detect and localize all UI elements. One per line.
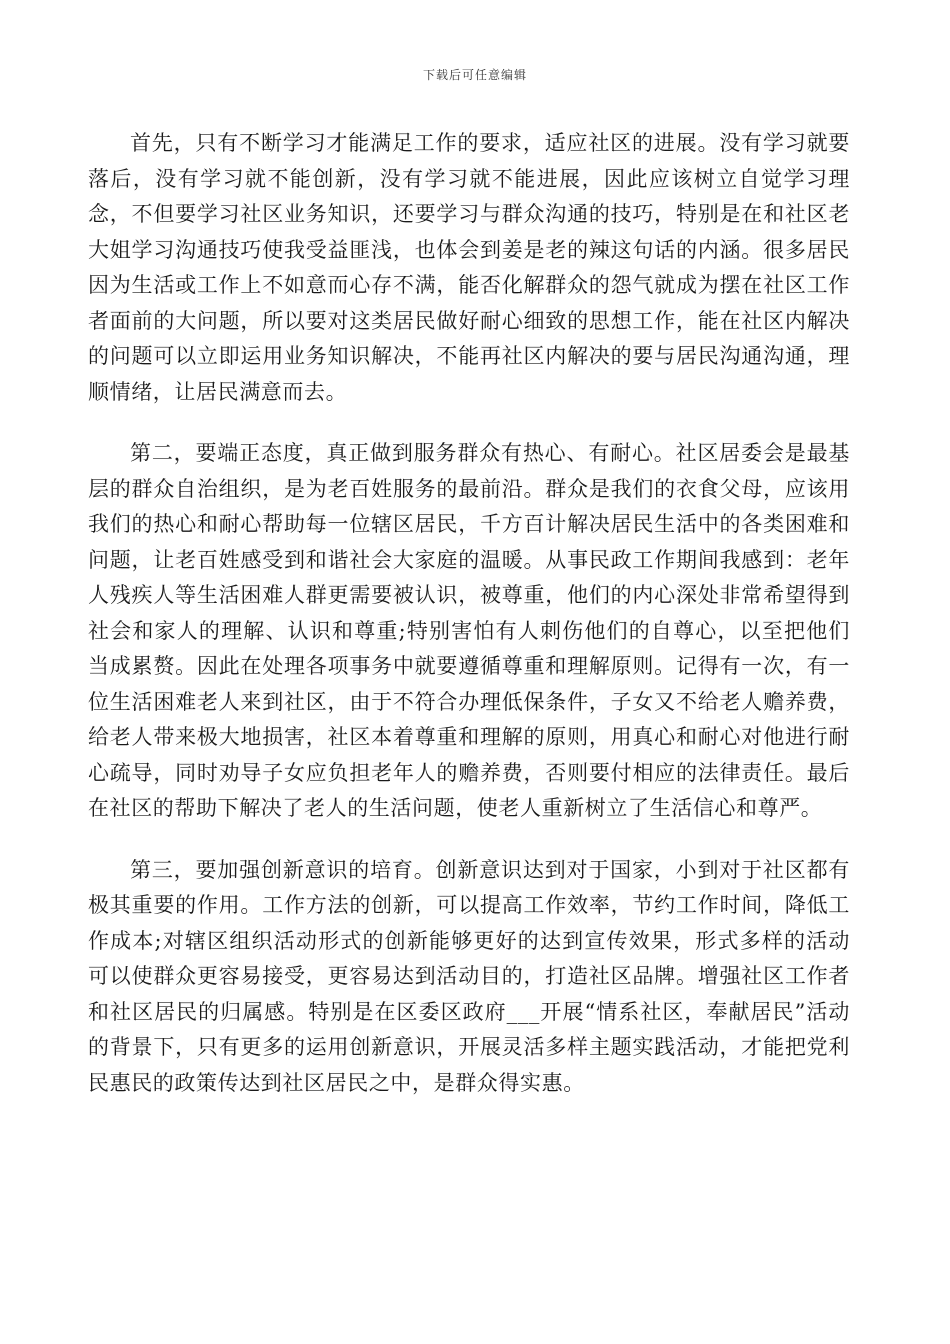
- document-body: [88, 126, 850, 1127]
- paragraph-first: 首先，只有不断学习才能满足工作的要求，适应社区的进展。没有学习就要落后，没有学习就不能创新，没有学习就不能进展，因此应该树立自觉学习理念，不但要学习社区业务知识，还要学习与群众沟通的技巧，特别是在和社区老大姐学习沟通技巧使我受益匪浅，也体会到姜是老的辣这句话的内涵。很多居民因为生活或工作上不如意而心存不满，能否化解群众的怨气就成为摆在社区工作者面前的大问题，所以要对这类居民做好耐心细致的思想工作，能在社区内解决的问题可以立即运用业务知识解决，不能再社区内解决的要与居民沟通沟通，理顺情绪，让居民满意而去。: [88, 131, 850, 404]
- paragraph-third: 第三，要加强创新意识的培育。创新意识达到对于国家，小到对于社区都有极其重要的作用。工作方法的创新，可以提高工作效率，节约工作时间，降低工作成本;对辖区组织活动形式的创新能够更好的达到宣传效果，形式多样的活动可以使群众更容易接受，更容易达到活动目的，打造社区品牌。增强社区工作者和社区居民的归属感。特别是在区委区政府___开展“情系社区，奉献居民”活动的背景下，只有更多的运用创新意识，开展灵活多样主题实践活动，才能把党利民惠民的政策传达到社区居民之中，是群众得实惠。: [88, 857, 850, 1095]
- paragraph-second: 第二，要端正态度，真正做到服务群众有热心、有耐心。社区居委会是最基层的群众自治组织，是为老百姓服务的最前沿。群众是我们的衣食父母，应该用我们的热心和耐心帮助每一位辖区居民，千方百计解决居民生活中的各类困难和问题，让老百姓感受到和谐社会大家庭的温暖。从事民政工作期间我感到：老年人残疾人等生活困难人群更需要被认识，被尊重，他们的内心深处非常希望得到社会和家人的理解、认识和尊重;特别害怕有人刺伤他们的自尊心，以至把他们当成累赘。因此在处理各项事务中就要遵循尊重和理解原则。记得有一次，有一位生活困难老人来到社区，由于不符合办理低保条件，子女又不给老人赡养费，给老人带来极大地损害，社区本着尊重和理解的原则，用真心和耐心对他进行耐心疏导，同时劝导子女应负担老年人的赡养费，否则要付相应的法律责任。最后在社区的帮助下解决了老人的生活问题，使老人重新树立了生活信心和尊严。: [88, 441, 850, 820]
- header-note: 下载后可任意编辑: [422, 68, 527, 82]
